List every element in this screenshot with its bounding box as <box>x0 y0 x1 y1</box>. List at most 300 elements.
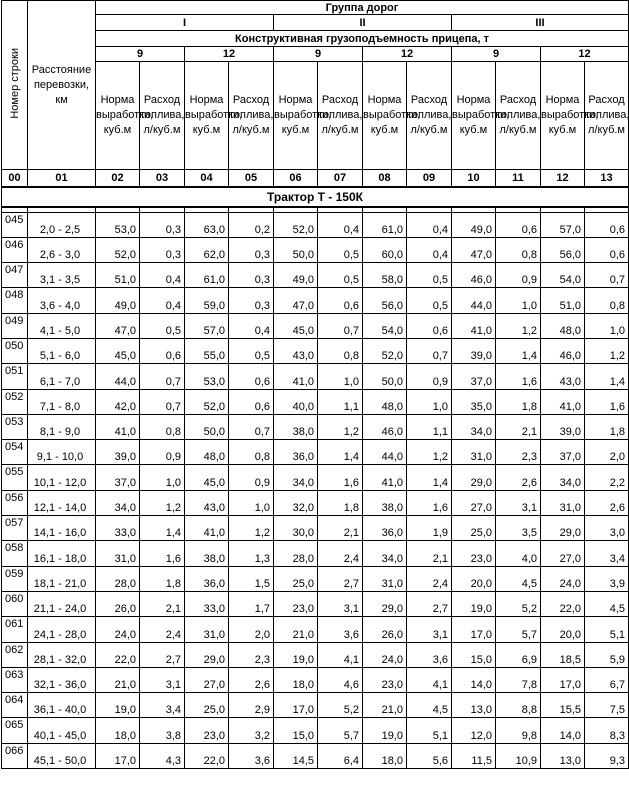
column-index-row <box>2 170 629 187</box>
fuel-cell: 1,6 <box>585 389 629 414</box>
norm-cell: 18,5 <box>541 642 585 667</box>
fuel-cell: 2,1 <box>140 591 185 616</box>
fuel-cell: 0,7 <box>140 364 185 389</box>
fuel-cell: 0,4 <box>140 263 185 288</box>
fuel-header: Расход топлива, л/куб.м <box>585 62 629 170</box>
fuel-cell: 1,6 <box>407 490 452 515</box>
fuel-cell: 2,0 <box>585 440 629 465</box>
table-row <box>2 338 629 363</box>
row-number: 061 <box>2 617 28 642</box>
norm-cell: 38,0 <box>185 541 229 566</box>
fuel-cell: 5,2 <box>496 591 541 616</box>
norm-cell: 17,0 <box>274 693 318 718</box>
fuel-header: Расход топлива, л/куб.м <box>407 62 452 170</box>
norm-cell: 19,0 <box>363 718 407 743</box>
column-index: 10 <box>452 170 496 187</box>
row-number: 051 <box>2 364 28 389</box>
table-row <box>2 490 629 515</box>
norm-cell: 53,0 <box>96 212 140 237</box>
fuel-cell: 2,9 <box>229 693 274 718</box>
norm-cell: 33,0 <box>96 516 140 541</box>
group-ii: II <box>274 15 452 31</box>
row-number: 054 <box>2 440 28 465</box>
norm-cell: 61,0 <box>363 212 407 237</box>
norm-cell: 46,0 <box>452 263 496 288</box>
row-number: 058 <box>2 541 28 566</box>
fuel-cell: 0,5 <box>318 263 363 288</box>
norm-cell: 34,0 <box>452 414 496 439</box>
norm-cell: 48,0 <box>541 313 585 338</box>
section-title: Трактор Т - 150К <box>2 187 629 207</box>
fuel-cell: 0,5 <box>407 288 452 313</box>
fuel-cell: 3,1 <box>407 617 452 642</box>
fuel-cell: 1,6 <box>318 465 363 490</box>
fuel-cell: 1,2 <box>407 440 452 465</box>
fuel-cell: 5,9 <box>585 642 629 667</box>
norm-cell: 36,0 <box>185 566 229 591</box>
norm-cell: 19,0 <box>452 591 496 616</box>
distance-cell: 2,0 - 2,5 <box>28 212 96 237</box>
fuel-cell: 2,1 <box>407 541 452 566</box>
column-index: 05 <box>229 170 274 187</box>
row-number: 045 <box>2 212 28 237</box>
norm-cell: 46,0 <box>541 338 585 363</box>
fuel-cell: 0,7 <box>229 414 274 439</box>
capacity-cell: 9 <box>96 47 185 62</box>
fuel-cell: 1,0 <box>407 389 452 414</box>
fuel-cell: 0,9 <box>140 440 185 465</box>
norm-cell: 23,0 <box>363 667 407 692</box>
table-row <box>2 617 629 642</box>
fuel-cell: 0,4 <box>318 212 363 237</box>
norm-cell: 31,0 <box>452 440 496 465</box>
fuel-cell: 1,8 <box>496 389 541 414</box>
norm-cell: 31,0 <box>541 490 585 515</box>
norm-cell: 49,0 <box>452 212 496 237</box>
fuel-cell: 4,3 <box>140 743 185 768</box>
distance-cell: 36,1 - 40,0 <box>28 693 96 718</box>
column-index: 06 <box>274 170 318 187</box>
norm-cell: 19,0 <box>274 642 318 667</box>
norm-cell: 56,0 <box>541 237 585 262</box>
norm-cell: 18,0 <box>363 743 407 768</box>
fuel-cell: 9,8 <box>496 718 541 743</box>
norm-cell: 58,0 <box>363 263 407 288</box>
norms-table <box>1 0 629 769</box>
table-header <box>2 1 629 207</box>
norm-cell: 63,0 <box>185 212 229 237</box>
norm-cell: 34,0 <box>363 541 407 566</box>
norm-cell: 31,0 <box>185 617 229 642</box>
distance-cell: 24,1 - 28,0 <box>28 617 96 642</box>
fuel-cell: 0,5 <box>229 338 274 363</box>
fuel-cell: 2,7 <box>407 591 452 616</box>
distance-cell: 9,1 - 10,0 <box>28 440 96 465</box>
fuel-cell: 0,8 <box>318 338 363 363</box>
norm-cell: 15,0 <box>274 718 318 743</box>
norm-header: Норма выработки, куб.м <box>541 62 585 170</box>
norm-cell: 22,0 <box>185 743 229 768</box>
fuel-cell: 4,5 <box>407 693 452 718</box>
fuel-cell: 0,6 <box>585 237 629 262</box>
fuel-cell: 1,4 <box>318 440 363 465</box>
norm-cell: 57,0 <box>185 313 229 338</box>
fuel-cell: 0,3 <box>229 237 274 262</box>
fuel-cell: 5,1 <box>585 617 629 642</box>
norm-cell: 28,0 <box>96 566 140 591</box>
norm-cell: 37,0 <box>541 440 585 465</box>
norm-cell: 56,0 <box>363 288 407 313</box>
norm-cell: 41,0 <box>96 414 140 439</box>
fuel-cell: 0,7 <box>585 263 629 288</box>
table-row <box>2 743 629 768</box>
distance-cell: 3,1 - 3,5 <box>28 263 96 288</box>
fuel-cell: 0,9 <box>407 364 452 389</box>
norm-cell: 18,0 <box>96 718 140 743</box>
norm-cell: 51,0 <box>541 288 585 313</box>
fuel-cell: 0,2 <box>229 212 274 237</box>
norm-cell: 47,0 <box>452 237 496 262</box>
norm-cell: 40,0 <box>274 389 318 414</box>
capacity-cell: 9 <box>452 47 541 62</box>
capacity-cell: 12 <box>541 47 629 62</box>
norm-cell: 47,0 <box>274 288 318 313</box>
norm-cell: 29,0 <box>185 642 229 667</box>
row-number: 053 <box>2 414 28 439</box>
column-index: 09 <box>407 170 452 187</box>
norm-cell: 52,0 <box>274 212 318 237</box>
distance-cell: 28,1 - 32,0 <box>28 642 96 667</box>
norm-cell: 45,0 <box>96 338 140 363</box>
norm-cell: 15,0 <box>452 642 496 667</box>
group-iii: III <box>452 15 629 31</box>
norm-cell: 29,0 <box>541 516 585 541</box>
norm-cell: 60,0 <box>363 237 407 262</box>
table-row <box>2 237 629 262</box>
fuel-cell: 0,4 <box>229 313 274 338</box>
fuel-cell: 1,2 <box>585 338 629 363</box>
norm-cell: 23,0 <box>185 718 229 743</box>
distance-cell: 18,1 - 21,0 <box>28 566 96 591</box>
column-index: 07 <box>318 170 363 187</box>
fuel-cell: 0,4 <box>407 237 452 262</box>
norm-cell: 31,0 <box>96 541 140 566</box>
norm-cell: 37,0 <box>452 364 496 389</box>
table-row <box>2 389 629 414</box>
column-index: 08 <box>363 170 407 187</box>
norm-cell: 30,0 <box>274 516 318 541</box>
row-number: 062 <box>2 642 28 667</box>
norm-cell: 23,0 <box>274 591 318 616</box>
fuel-cell: 4,5 <box>496 566 541 591</box>
row-number-header <box>2 1 28 170</box>
distance-cell: 12,1 - 14,0 <box>28 490 96 515</box>
norm-cell: 43,0 <box>274 338 318 363</box>
table-row <box>2 364 629 389</box>
norm-cell: 41,0 <box>452 313 496 338</box>
norm-cell: 21,0 <box>96 667 140 692</box>
fuel-cell: 1,0 <box>140 465 185 490</box>
distance-cell: 7,1 - 8,0 <box>28 389 96 414</box>
fuel-cell: 6,4 <box>318 743 363 768</box>
fuel-cell: 10,9 <box>496 743 541 768</box>
norm-cell: 34,0 <box>541 465 585 490</box>
distance-cell: 10,1 - 12,0 <box>28 465 96 490</box>
norm-cell: 19,0 <box>96 693 140 718</box>
fuel-cell: 1,2 <box>229 516 274 541</box>
fuel-cell: 0,7 <box>318 313 363 338</box>
fuel-cell: 3,8 <box>140 718 185 743</box>
norm-cell: 48,0 <box>185 440 229 465</box>
fuel-cell: 0,6 <box>496 212 541 237</box>
fuel-cell: 1,4 <box>585 364 629 389</box>
road-group-title: Группа дорог <box>96 1 629 15</box>
norm-cell: 53,0 <box>185 364 229 389</box>
fuel-cell: 7,8 <box>496 667 541 692</box>
fuel-cell: 2,6 <box>229 667 274 692</box>
fuel-header: Расход топлива, л/куб.м <box>140 62 185 170</box>
table-row <box>2 718 629 743</box>
norm-cell: 20,0 <box>541 617 585 642</box>
table-row <box>2 516 629 541</box>
fuel-cell: 3,6 <box>318 617 363 642</box>
row-number: 046 <box>2 237 28 262</box>
norm-cell: 13,0 <box>452 693 496 718</box>
norm-cell: 34,0 <box>274 465 318 490</box>
fuel-cell: 3,6 <box>407 642 452 667</box>
norm-cell: 54,0 <box>363 313 407 338</box>
fuel-cell: 1,0 <box>585 313 629 338</box>
row-number: 063 <box>2 667 28 692</box>
fuel-cell: 1,1 <box>318 389 363 414</box>
norm-cell: 41,0 <box>185 516 229 541</box>
fuel-cell: 0,3 <box>229 263 274 288</box>
fuel-cell: 0,3 <box>229 288 274 313</box>
fuel-cell: 0,6 <box>407 313 452 338</box>
fuel-cell: 1,4 <box>407 465 452 490</box>
norm-cell: 39,0 <box>452 338 496 363</box>
table-row <box>2 693 629 718</box>
capacity-cell: 9 <box>274 47 363 62</box>
norm-cell: 43,0 <box>185 490 229 515</box>
norm-cell: 17,0 <box>452 617 496 642</box>
row-number: 064 <box>2 693 28 718</box>
row-number: 056 <box>2 490 28 515</box>
norm-cell: 52,0 <box>185 389 229 414</box>
fuel-cell: 1,4 <box>140 516 185 541</box>
norm-cell: 43,0 <box>541 364 585 389</box>
fuel-cell: 4,0 <box>496 541 541 566</box>
norm-cell: 13,0 <box>541 743 585 768</box>
norm-cell: 20,0 <box>452 566 496 591</box>
fuel-cell: 3,6 <box>229 743 274 768</box>
norm-header: Норма выработки, куб.м <box>96 62 140 170</box>
norm-cell: 25,0 <box>452 516 496 541</box>
norm-cell: 42,0 <box>96 389 140 414</box>
norm-cell: 50,0 <box>363 364 407 389</box>
fuel-cell: 5,7 <box>496 617 541 642</box>
norm-cell: 41,0 <box>541 389 585 414</box>
norm-cell: 59,0 <box>185 288 229 313</box>
norm-cell: 48,0 <box>363 389 407 414</box>
row-number: 065 <box>2 718 28 743</box>
norm-cell: 11,5 <box>452 743 496 768</box>
norm-cell: 49,0 <box>274 263 318 288</box>
norm-cell: 28,0 <box>274 541 318 566</box>
distance-cell: 5,1 - 6,0 <box>28 338 96 363</box>
norm-cell: 26,0 <box>96 591 140 616</box>
table-row <box>2 642 629 667</box>
norm-cell: 47,0 <box>96 313 140 338</box>
fuel-cell: 8,3 <box>585 718 629 743</box>
norm-cell: 41,0 <box>274 364 318 389</box>
fuel-cell: 3,1 <box>318 591 363 616</box>
fuel-cell: 1,3 <box>229 541 274 566</box>
norm-cell: 49,0 <box>96 288 140 313</box>
norm-cell: 35,0 <box>452 389 496 414</box>
column-index: 11 <box>496 170 541 187</box>
fuel-cell: 9,3 <box>585 743 629 768</box>
norm-cell: 51,0 <box>96 263 140 288</box>
norm-cell: 22,0 <box>541 591 585 616</box>
fuel-cell: 5,7 <box>318 718 363 743</box>
table-row <box>2 313 629 338</box>
fuel-cell: 0,8 <box>229 440 274 465</box>
fuel-cell: 1,8 <box>140 566 185 591</box>
distance-cell: 40,1 - 45,0 <box>28 718 96 743</box>
capacity-cell: 12 <box>363 47 452 62</box>
fuel-cell: 5,6 <box>407 743 452 768</box>
distance-cell: 32,1 - 36,0 <box>28 667 96 692</box>
distance-cell: 4,1 - 5,0 <box>28 313 96 338</box>
fuel-cell: 0,5 <box>407 263 452 288</box>
row-number: 060 <box>2 591 28 616</box>
norm-header: Норма выработки, куб.м <box>363 62 407 170</box>
norm-cell: 41,0 <box>363 465 407 490</box>
fuel-cell: 0,8 <box>140 414 185 439</box>
norm-cell: 33,0 <box>185 591 229 616</box>
norm-cell: 31,0 <box>363 566 407 591</box>
norm-cell: 17,0 <box>96 743 140 768</box>
table-body <box>2 207 629 769</box>
fuel-cell: 3,0 <box>585 516 629 541</box>
norm-cell: 14,5 <box>274 743 318 768</box>
norm-cell: 29,0 <box>363 591 407 616</box>
fuel-cell: 0,7 <box>140 389 185 414</box>
norm-cell: 17,0 <box>541 667 585 692</box>
fuel-cell: 1,2 <box>318 414 363 439</box>
distance-cell: 3,6 - 4,0 <box>28 288 96 313</box>
norm-cell: 46,0 <box>363 414 407 439</box>
fuel-cell: 0,5 <box>140 313 185 338</box>
fuel-cell: 2,7 <box>318 566 363 591</box>
fuel-cell: 6,7 <box>585 667 629 692</box>
norm-cell: 25,0 <box>185 693 229 718</box>
norm-cell: 44,0 <box>363 440 407 465</box>
fuel-cell: 3,9 <box>585 566 629 591</box>
fuel-cell: 2,3 <box>229 642 274 667</box>
fuel-cell: 2,2 <box>585 465 629 490</box>
fuel-cell: 0,6 <box>229 389 274 414</box>
fuel-cell: 3,1 <box>496 490 541 515</box>
distance-cell: 6,1 - 7,0 <box>28 364 96 389</box>
fuel-cell: 2,4 <box>318 541 363 566</box>
fuel-cell: 2,3 <box>496 440 541 465</box>
row-number: 052 <box>2 389 28 414</box>
norm-header: Норма выработки, куб.м <box>452 62 496 170</box>
table-row <box>2 591 629 616</box>
norm-cell: 25,0 <box>274 566 318 591</box>
fuel-cell: 0,4 <box>140 288 185 313</box>
norm-cell: 50,0 <box>274 237 318 262</box>
row-number: 047 <box>2 263 28 288</box>
fuel-cell: 5,1 <box>407 718 452 743</box>
fuel-cell: 2,6 <box>496 465 541 490</box>
norm-cell: 36,0 <box>274 440 318 465</box>
fuel-cell: 1,5 <box>229 566 274 591</box>
fuel-cell: 3,5 <box>496 516 541 541</box>
fuel-cell: 2,7 <box>140 642 185 667</box>
row-number: 048 <box>2 288 28 313</box>
fuel-cell: 2,4 <box>140 617 185 642</box>
fuel-cell: 0,6 <box>585 212 629 237</box>
column-index: 04 <box>185 170 229 187</box>
fuel-cell: 3,1 <box>140 667 185 692</box>
norm-header: Норма выработки, куб.м <box>185 62 229 170</box>
norm-cell: 18,0 <box>274 667 318 692</box>
norm-cell: 44,0 <box>452 288 496 313</box>
norm-cell: 34,0 <box>96 490 140 515</box>
fuel-cell: 1,2 <box>496 313 541 338</box>
fuel-cell: 1,8 <box>318 490 363 515</box>
fuel-cell: 4,6 <box>318 667 363 692</box>
group-i: I <box>96 15 274 31</box>
norm-cell: 21,0 <box>274 617 318 642</box>
fuel-cell: 0,6 <box>140 338 185 363</box>
column-index: 02 <box>96 170 140 187</box>
fuel-cell: 0,5 <box>318 237 363 262</box>
fuel-cell: 1,6 <box>140 541 185 566</box>
fuel-cell: 2,1 <box>318 516 363 541</box>
fuel-cell: 1,1 <box>407 414 452 439</box>
norm-cell: 38,0 <box>363 490 407 515</box>
norm-cell: 45,0 <box>185 465 229 490</box>
distance-cell: 21,1 - 24,0 <box>28 591 96 616</box>
fuel-cell: 1,0 <box>229 490 274 515</box>
capacity-title: Конструктивная грузоподъемность прицепа, т <box>96 31 629 47</box>
column-index: 01 <box>28 170 96 187</box>
fuel-cell: 1,0 <box>318 364 363 389</box>
norm-cell: 37,0 <box>96 465 140 490</box>
capacity-cell: 12 <box>185 47 274 62</box>
norm-cell: 38,0 <box>274 414 318 439</box>
table-row <box>2 667 629 692</box>
fuel-cell: 0,8 <box>496 237 541 262</box>
fuel-cell: 1,9 <box>407 516 452 541</box>
fuel-cell: 4,5 <box>585 591 629 616</box>
fuel-cell: 1,4 <box>496 338 541 363</box>
norm-cell: 44,0 <box>96 364 140 389</box>
fuel-cell: 1,6 <box>496 364 541 389</box>
row-number: 055 <box>2 465 28 490</box>
table-row <box>2 414 629 439</box>
norm-cell: 52,0 <box>363 338 407 363</box>
norm-cell: 14,0 <box>452 667 496 692</box>
fuel-cell: 1,8 <box>585 414 629 439</box>
fuel-cell: 7,5 <box>585 693 629 718</box>
table-row <box>2 288 629 313</box>
table-row <box>2 440 629 465</box>
